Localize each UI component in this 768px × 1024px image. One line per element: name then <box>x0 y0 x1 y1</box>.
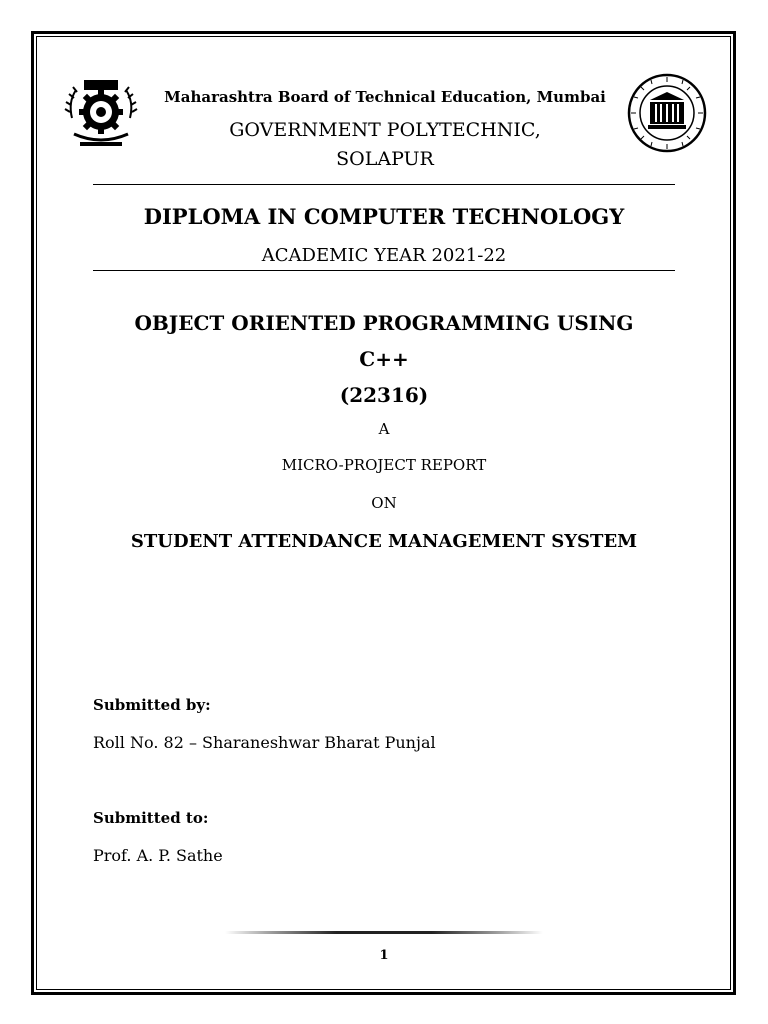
msbte-logo-icon <box>62 72 140 154</box>
subject-title <box>34 305 734 413</box>
submitted-by-label: Submitted by: <box>93 696 211 714</box>
submitted-by-value: Roll No. 82 – Sharaneshwar Bharat Punjal <box>93 733 436 752</box>
report-article: A <box>378 420 390 438</box>
diploma-title: DIPLOMA IN COMPUTER TECHNOLOGY <box>143 204 625 229</box>
college-name-line1: GOVERNMENT POLYTECHNIC, <box>229 119 541 141</box>
subject-line1: OBJECT ORIENTED PROGRAMMING USING <box>134 311 634 335</box>
report-on: ON <box>371 494 397 512</box>
footer-divider <box>225 931 543 934</box>
project-title: STUDENT ATTENDANCE MANAGEMENT SYSTEM <box>130 531 638 552</box>
board-name: Maharashtra Board of Technical Education, Mumbai <box>164 88 606 106</box>
academic-year: ACADEMIC YEAR 2021-22 <box>261 245 507 266</box>
college-name <box>150 116 620 174</box>
report-type: MICRO-PROJECT REPORT <box>281 456 487 474</box>
college-name-line2: SOLAPUR <box>336 148 434 170</box>
board-seal-icon <box>626 72 708 154</box>
course-divider <box>93 270 675 271</box>
subject-code: (22316) <box>339 383 429 407</box>
header-divider <box>93 184 675 185</box>
submitted-to-label: Submitted to: <box>93 809 209 827</box>
subject-line2: C++ <box>359 347 409 371</box>
submitted-to-value: Prof. A. P. Sathe <box>93 846 223 865</box>
page-number: 1 <box>379 948 389 963</box>
